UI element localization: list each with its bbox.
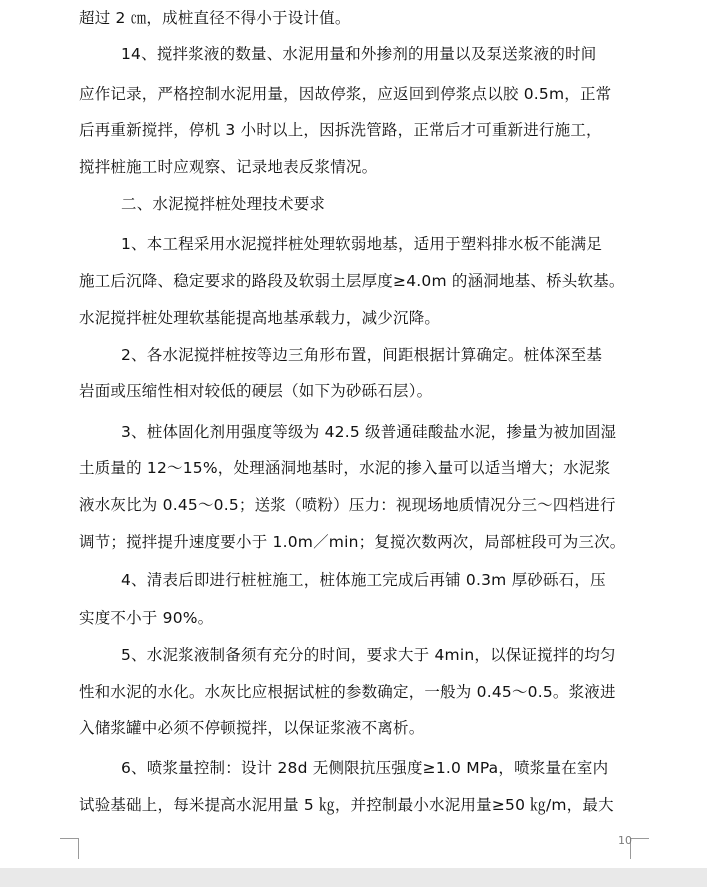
- left-footer-corner-mark: [60, 838, 79, 859]
- text-line: 1、本工程采用水泥搅拌桩处理软弱地基，适用于塑料排水板不能满足: [121, 235, 603, 253]
- text-line: 性和水泥的水化。水灰比应根据试桩的参数确定，一般为 0.45～0.5。浆液进: [79, 683, 616, 701]
- text-line: 液水灰比为 0.45～0.5；送浆（喷粉）压力：视现场地质情况分三～四档进行: [79, 496, 616, 514]
- text-line: 搅拌桩施工时应观察、记录地表反浆情况。: [79, 158, 378, 176]
- text-line: 岩面或压缩性相对较低的硬层（如下为砂砾石层）。: [79, 382, 433, 400]
- text-line: 实度不小于 90%。: [79, 609, 214, 627]
- text-line: 施工后沉降、稳定要求的路段及软弱土层厚度≥4.0m 的涵洞地基、桥头软基。: [79, 272, 625, 290]
- bottom-gray-strip: [0, 868, 707, 887]
- section-heading: 二、水泥搅拌桩处理技术要求: [121, 195, 326, 213]
- text-line: 后再重新搅拌，停机 3 小时以上，因拆洗管路，正常后才可重新进行施工，: [79, 121, 602, 139]
- text-line: 6、喷浆量控制：设计 28d 无侧限抗压强度≥1.0 MPa，喷浆量在室内: [121, 759, 609, 777]
- right-footer-corner-mark: [630, 838, 649, 859]
- text-line: 入储浆罐中必须不停顿搅拌，以保证浆液不离析。: [79, 719, 425, 737]
- text-line: 4、清表后即进行桩桩施工，桩体施工完成后再铺 0.3m 厚砂砾石，压: [121, 571, 606, 589]
- page-number: 10: [618, 834, 632, 847]
- text-line: 土质量的 12～15%，处理涵洞地基时，水泥的掺入量可以适当增大；水泥浆: [79, 459, 611, 477]
- text-line: 水泥搅拌桩处理软基能提高地基承载力，减少沉降。: [79, 309, 441, 327]
- text-line: 调节；搅拌提升速度要小于 1.0m／min；复搅次数两次，局部桩段可为三次。: [79, 533, 626, 551]
- text-line: 超过 2 ㎝，成桩直径不得小于设计值。: [79, 9, 351, 27]
- text-line: 3、桩体固化剂用强度等级为 42.5 级普通硅酸盐水泥，掺量为被加固湿: [121, 423, 617, 441]
- text-line: 5、水泥浆液制备须有充分的时间，要求大于 4min，以保证搅拌的均匀: [121, 646, 616, 664]
- text-line: 应作记录，严格控制水泥用量，因故停浆，应返回到停浆点以胶 0.5m，正常: [79, 85, 612, 103]
- text-line: 2、各水泥搅拌桩按等边三角形布置，间距根据计算确定。桩体深至基: [121, 346, 603, 364]
- text-line: 14、搅拌浆液的数量、水泥用量和外掺剂的用量以及泵送浆液的时间: [121, 45, 597, 63]
- text-line: 试验基础上，每米提高水泥用量 5 ㎏，并控制最小水泥用量≥50 ㎏/m，最大: [79, 796, 614, 814]
